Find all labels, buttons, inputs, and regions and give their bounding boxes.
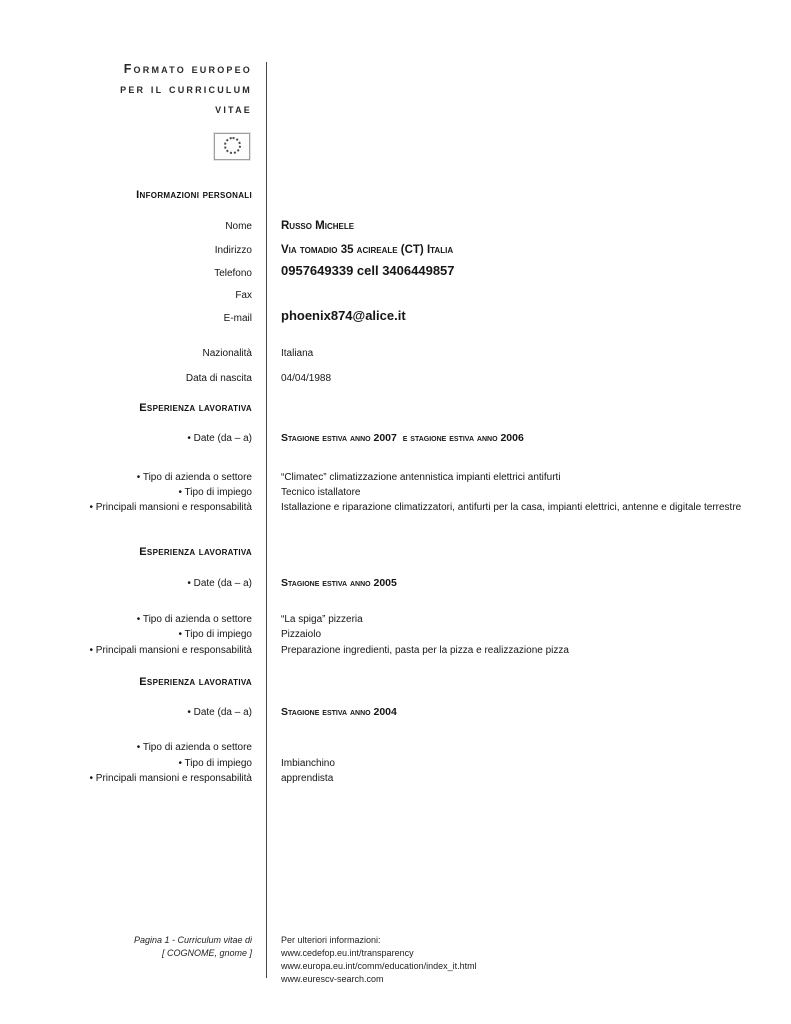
field-value-nazionalita: Italiana <box>281 348 314 359</box>
exp3-job-label: • Tipo di impiego <box>178 758 252 769</box>
field-row-telefono <box>0 263 791 281</box>
section-title-esperienza-2: Esperienza lavorativa <box>139 546 252 558</box>
eu-flag-icon <box>214 133 250 160</box>
field-value-indirizzo: Via tomadio 35 acireale (CT) Italia <box>281 244 454 256</box>
exp1-date-row <box>0 431 791 446</box>
field-value-nome: Russo Michele <box>281 220 355 232</box>
exp2-duties-row <box>0 643 791 658</box>
footer-info-title: Per ulteriori informazioni: <box>281 935 381 945</box>
exp1-company-value: “Climatec” climatizzazione antennistica impianti elettrici antifurti <box>281 472 561 483</box>
field-label-fax: Fax <box>235 290 252 301</box>
exp1-date-label: • Date (da – a) <box>187 433 252 444</box>
field-label-telefono: Telefono <box>214 268 252 279</box>
exp3-date-label: • Date (da – a) <box>187 707 252 718</box>
footer-link-eurescv: www.eurescv-search.com <box>281 974 384 984</box>
exp1-job-value: Tecnico istallatore <box>281 487 361 498</box>
field-value-email: phoenix874@alice.it <box>281 308 406 323</box>
exp2-job-value: Pizzaiolo <box>281 629 322 640</box>
exp1-duties-row <box>0 500 791 515</box>
exp3-date-row <box>0 705 791 720</box>
field-row-nazionalita <box>0 346 791 361</box>
footer-page-line: Pagina 1 - Curriculum vitae di <box>133 935 252 945</box>
field-label-email: E-mail <box>223 313 252 324</box>
field-value-data-di-nascita: 04/04/1988 <box>281 373 332 384</box>
exp3-company-row <box>0 740 791 755</box>
footer-link-cedefop: www.cedefop.eu.int/transparency <box>281 948 414 958</box>
exp3-company-label: • Tipo di azienda o settore <box>136 742 252 753</box>
field-row-data-di-nascita <box>0 371 791 386</box>
field-label-nazionalita: Nazionalità <box>202 348 252 359</box>
exp2-job-label: • Tipo di impiego <box>178 629 252 640</box>
exp2-date-label: • Date (da – a) <box>187 578 252 589</box>
section-row-esperienza-3 <box>0 675 791 690</box>
exp3-job-value: Imbianchino <box>281 758 335 769</box>
exp1-company-row <box>0 470 791 485</box>
field-value-telefono: 0957649339 cell 3406449857 <box>281 263 455 278</box>
section-row-informazioni-personali <box>0 188 791 203</box>
exp3-date-value: Stagione estiva anno 2004 <box>281 706 397 718</box>
section-row-esperienza-2 <box>0 545 791 560</box>
footer-links-block <box>266 934 791 986</box>
exp2-company-label: • Tipo di azienda o settore <box>136 614 252 625</box>
exp1-company-label: • Tipo di azienda o settore <box>136 472 252 483</box>
document-title-line: vitae <box>215 102 252 116</box>
field-label-nome: Nome <box>225 221 252 232</box>
field-row-indirizzo <box>0 243 791 258</box>
field-value-fax <box>266 288 791 303</box>
exp2-date-row <box>0 576 791 591</box>
eu-stars-circle-icon <box>224 137 241 154</box>
field-row-nome <box>0 219 791 234</box>
exp1-duties-label: • Principali mansioni e responsabilità <box>89 502 252 513</box>
field-row-email <box>0 308 791 326</box>
exp3-duties-value: apprendista <box>281 773 334 784</box>
footer-page-info <box>0 934 266 986</box>
exp1-job-label: • Tipo di impiego <box>178 487 252 498</box>
exp3-duties-row <box>0 771 791 786</box>
exp3-job-row <box>0 756 791 771</box>
field-label-data-di-nascita: Data di nascita <box>185 373 252 384</box>
exp3-duties-label: • Principali mansioni e responsabilità <box>89 773 252 784</box>
empty-cell <box>266 545 791 560</box>
exp2-date-value: Stagione estiva anno 2005 <box>281 577 397 589</box>
section-title-esperienza-1: Esperienza lavorativa <box>139 402 252 414</box>
footer-link-europa: www.europa.eu.int/comm/education/index_it.html <box>281 961 477 971</box>
empty-cell <box>266 675 791 690</box>
exp3-company-value <box>266 740 791 755</box>
section-title-esperienza-3: Esperienza lavorativa <box>139 676 252 688</box>
exp2-duties-value: Preparazione ingredienti, pasta per la pizza e realizzazione pizza <box>281 645 569 656</box>
exp1-duties-value: Istallazione e riparazione climatizzatori, antifurti per la casa, impianti elettrici, antenne e digitale terrestre <box>281 502 742 513</box>
footer-row <box>0 934 791 986</box>
empty-cell <box>266 401 791 416</box>
document-title-line: Formato europeo <box>123 62 252 76</box>
exp2-company-row <box>0 612 791 627</box>
field-row-fax <box>0 288 791 303</box>
footer-surname-line: [ COGNOME, gnome ] <box>161 948 252 958</box>
exp1-job-row <box>0 485 791 500</box>
section-row-esperienza-1 <box>0 401 791 416</box>
document-title <box>0 59 252 119</box>
field-label-indirizzo: Indirizzo <box>214 245 252 256</box>
exp2-company-value: “La spiga” pizzeria <box>281 614 363 625</box>
document-title-line: per il curriculum <box>120 82 252 96</box>
section-title-informazioni-personali: Informazioni personali <box>136 189 252 201</box>
exp1-date-value: Stagione estiva anno 2007 e stagione estiva anno 2006 <box>281 432 524 444</box>
empty-cell <box>266 188 791 203</box>
exp2-duties-label: • Principali mansioni e responsabilità <box>89 645 252 656</box>
exp2-job-row <box>0 627 791 642</box>
